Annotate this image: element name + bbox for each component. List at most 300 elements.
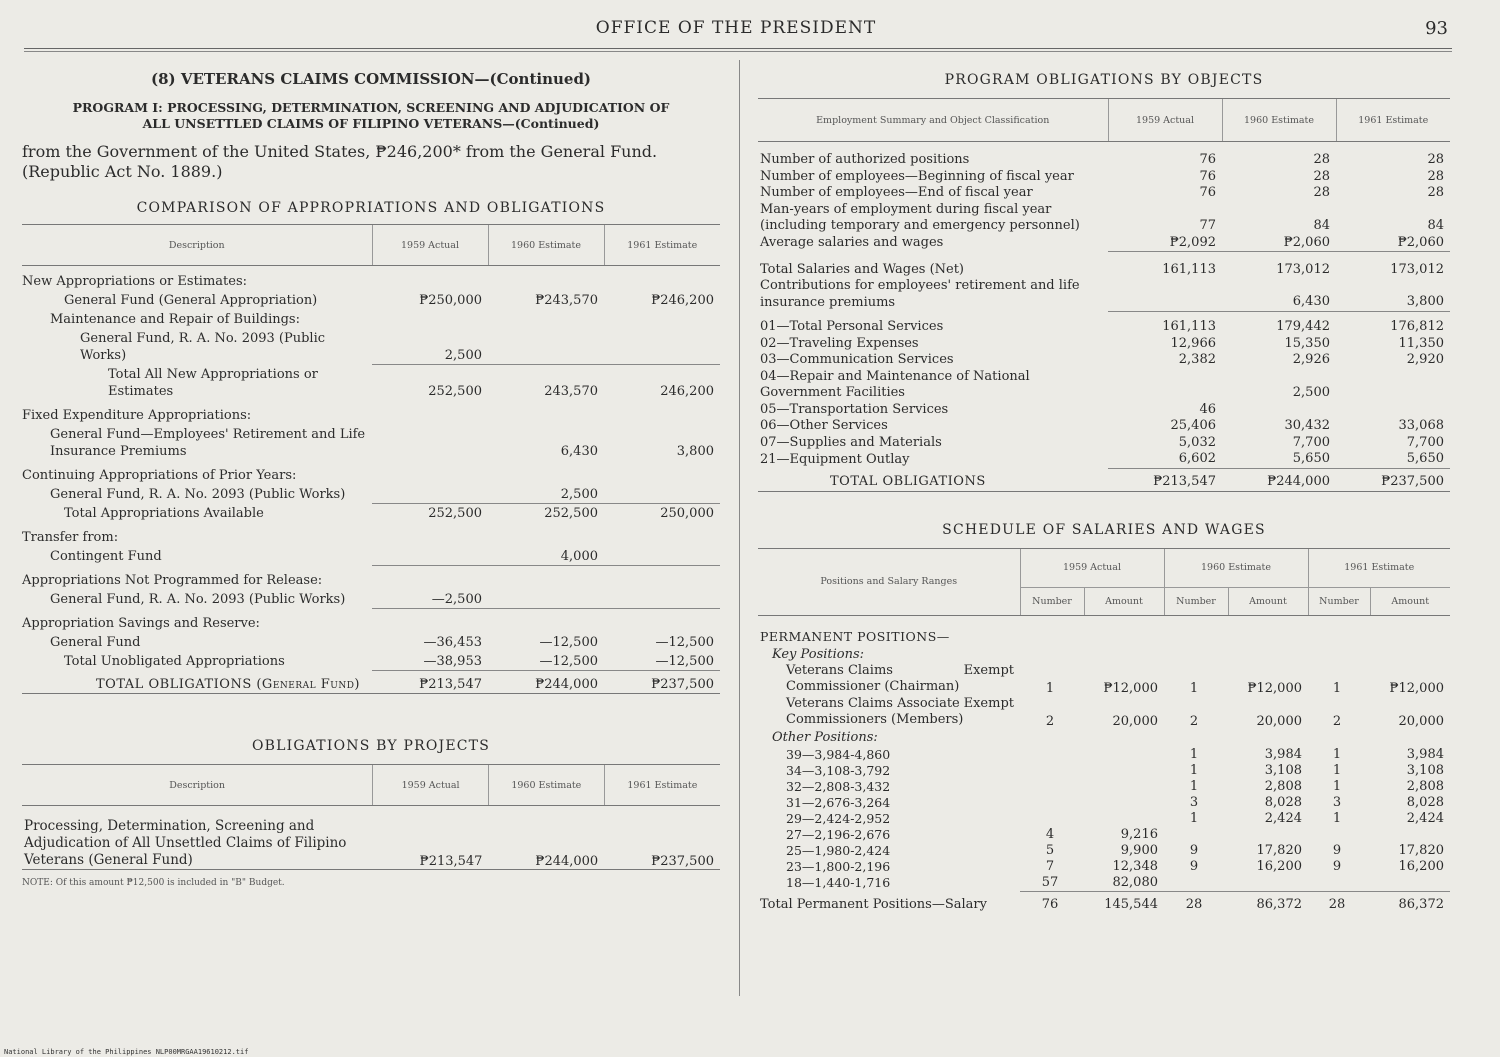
comparison-value-1960: —12,500 xyxy=(539,635,598,650)
number-cell: 1 xyxy=(1189,680,1199,696)
comparison-value-1960: ₱243,570 xyxy=(535,293,598,308)
salary-range: 31—2,676-3,264 xyxy=(786,794,891,810)
objects-table xyxy=(758,98,1450,496)
projects-1961: ₱237,500 xyxy=(651,854,714,869)
comparison-value-1960: 2,500 xyxy=(488,484,604,503)
objects-value-1961: 33,068 xyxy=(1398,418,1444,433)
comparison-row xyxy=(22,424,720,460)
scan-footer: National Library of the Philippines NLP00MRGAA19610212.tif xyxy=(4,1048,249,1056)
comparison-value-1960 xyxy=(488,565,604,589)
program-title-line-1: PROGRAM I: PROCESSING, DETERMINATION, SCREENING AND ADJUDICATION OF xyxy=(72,100,670,115)
objects-value-1961: 11,350 xyxy=(1398,335,1444,351)
rule xyxy=(758,491,1450,496)
number-cell: 76 xyxy=(1041,897,1059,912)
header-description: Description xyxy=(22,225,372,266)
comparison-value-1960: —12,500 xyxy=(488,651,604,670)
objects-row-label: Number of authorized positions xyxy=(760,152,970,167)
header-amount-1960: Amount xyxy=(1228,587,1308,615)
comparison-value-1960: 243,570 xyxy=(544,384,598,399)
amount-cell: 9,900 xyxy=(1120,842,1158,858)
amount-cell xyxy=(1370,827,1450,843)
number-cell: 28 xyxy=(1328,897,1346,912)
header-1960: 1960 Estimate xyxy=(1164,548,1308,587)
comparison-value-1959: —2,500 xyxy=(372,589,488,608)
objects-value-1959: 46 xyxy=(1199,401,1216,417)
comparison-row xyxy=(22,670,720,694)
objects-row-label: 03—Communication Services xyxy=(760,352,954,367)
comparison-value-1960: 6,430 xyxy=(560,444,598,459)
comparison-row xyxy=(22,565,720,589)
number-cell: 1 xyxy=(1332,746,1342,762)
number-cell: 1 xyxy=(1189,762,1199,778)
objects-row xyxy=(758,418,1450,435)
amount-cell: 16,200 xyxy=(1256,858,1302,874)
objects-value-1961 xyxy=(1336,369,1450,402)
objects-value-1959: ₱213,547 xyxy=(1153,474,1216,489)
objects-row xyxy=(758,336,1450,353)
number-cell xyxy=(1164,827,1228,843)
comparison-value-1961 xyxy=(604,484,720,503)
comparison-value-1961: ₱246,200 xyxy=(651,293,714,308)
objects-title: PROGRAM OBLIGATIONS BY OBJECTS xyxy=(944,72,1264,88)
header-1961: 1961 Estimate xyxy=(1308,548,1450,587)
intro-paragraph: from the Government of the United States, ₱246,200* from the General Fund. (Republic Act No. 1889.) xyxy=(22,142,658,181)
comparison-row-label: TOTAL OBLIGATIONS (General Fund) xyxy=(96,677,360,692)
objects-value-1960: 28 xyxy=(1313,152,1330,167)
other-position-row xyxy=(758,859,1450,875)
comparison-body xyxy=(22,266,720,699)
permanent-positions-label: PERMANENT POSITIONS— xyxy=(760,628,950,644)
comparison-row-label: General Fund, R. A. No. 2093 (Public Works) xyxy=(50,487,346,502)
amount-cell xyxy=(1084,763,1164,779)
comparison-value-1961: 246,200 xyxy=(660,384,714,399)
amount-cell: 3,108 xyxy=(1264,762,1302,778)
comparison-value-1960: 4,000 xyxy=(488,546,604,565)
header-classification: Employment Summary and Object Classification xyxy=(758,99,1108,142)
comparison-row-label: General Fund, R. A. No. 2093 (Public Works) xyxy=(80,331,326,363)
objects-value-1959: 5,032 xyxy=(1178,434,1216,450)
objects-row-label: Total Salaries and Wages (Net) xyxy=(760,261,965,277)
salary-range: 27—2,196-2,676 xyxy=(786,826,891,842)
objects-value-1960: 28 xyxy=(1313,185,1330,200)
number-cell: 57 xyxy=(1020,875,1084,892)
comparison-value-1959 xyxy=(372,546,488,565)
header-1961: 1961 Estimate xyxy=(1336,99,1450,142)
objects-value-1961: 3,800 xyxy=(1336,278,1450,311)
salaries-header-row-1 xyxy=(758,548,1450,587)
comparison-row-label: Fixed Expenditure Appropriations: xyxy=(22,408,252,423)
objects-value-1959: 77 xyxy=(1199,218,1216,233)
number-cell: 2 xyxy=(1332,713,1342,729)
objects-row-label: 04—Repair and Maintenance of National Government Facilities xyxy=(760,368,1030,400)
section-title: (8) VETERANS CLAIMS COMMISSION—(Continued) xyxy=(150,70,592,88)
comparison-row-label: General Fund (General Appropriation) xyxy=(64,293,318,308)
comparison-value-1959: 252,500 xyxy=(428,384,482,399)
comparison-row xyxy=(22,328,720,364)
objects-value-1961 xyxy=(1336,402,1450,419)
exempt-label: Exempt xyxy=(963,662,1014,678)
objects-value-1959: 76 xyxy=(1199,185,1216,200)
number-cell xyxy=(1020,795,1084,811)
header-description: Description xyxy=(22,765,373,806)
number-cell xyxy=(1020,779,1084,795)
objects-value-1959: 6,602 xyxy=(1108,451,1222,468)
objects-row xyxy=(758,451,1450,468)
permanent-positions-label-row xyxy=(758,615,1450,646)
header-rule xyxy=(24,48,1452,49)
program-title xyxy=(22,100,720,132)
objects-body xyxy=(758,142,1450,496)
comparison-title: COMPARISON OF APPROPRIATIONS AND OBLIGATIONS xyxy=(136,200,606,216)
objects-row xyxy=(758,468,1450,491)
comparison-value-1961 xyxy=(604,608,720,632)
amount-cell: 8,028 xyxy=(1264,794,1302,810)
header-1960: 1960 Estimate xyxy=(1222,99,1336,142)
other-position-row xyxy=(758,763,1450,779)
comparison-row xyxy=(22,364,720,400)
header-number-1959: Number xyxy=(1020,587,1084,615)
objects-row xyxy=(758,402,1450,419)
comparison-value-1959 xyxy=(372,522,488,546)
objects-value-1961: ₱237,500 xyxy=(1381,474,1444,489)
comparison-row xyxy=(22,546,720,565)
objects-row xyxy=(758,142,1450,169)
objects-row xyxy=(758,435,1450,452)
other-position-row xyxy=(758,811,1450,827)
number-cell xyxy=(1308,875,1370,892)
objects-value-1960: 7,700 xyxy=(1292,434,1330,450)
objects-value-1960: 5,650 xyxy=(1222,451,1336,468)
comparison-row xyxy=(22,608,720,632)
other-position-row xyxy=(758,747,1450,763)
header-1961: 1961 Estimate xyxy=(604,225,720,266)
objects-value-1959 xyxy=(1108,278,1222,311)
salaries-title: SCHEDULE OF SALARIES AND WAGES xyxy=(942,521,1266,538)
comparison-row xyxy=(22,460,720,484)
key-positions-label-row xyxy=(758,646,1450,663)
number-cell: 1 xyxy=(1189,746,1199,762)
column-divider xyxy=(739,60,740,996)
comparison-row-label: Appropriations Not Programmed for Release: xyxy=(22,573,323,588)
objects-value-1961: 84 xyxy=(1427,218,1444,233)
objects-value-1959: 76 xyxy=(1199,152,1216,167)
comparison-value-1961 xyxy=(604,565,720,589)
amount-cell: 17,820 xyxy=(1398,842,1444,858)
comparison-value-1959 xyxy=(372,460,488,484)
comparison-value-1961 xyxy=(604,400,720,424)
comparison-value-1959: 252,500 xyxy=(428,506,482,521)
amount-cell xyxy=(1084,811,1164,827)
objects-row-label: Average salaries and wages xyxy=(760,235,944,250)
comparison-row-label: Total All New Appropriations or Estimates xyxy=(108,367,318,399)
objects-row xyxy=(758,278,1450,311)
comparison-value-1959: —38,953 xyxy=(372,651,488,670)
amount-cell: 9,216 xyxy=(1120,826,1158,842)
number-cell xyxy=(1020,763,1084,779)
amount-cell: 86,372 xyxy=(1256,897,1302,912)
comparison-value-1961 xyxy=(604,328,720,364)
page-header xyxy=(0,18,1500,44)
other-positions-label: Other Positions: xyxy=(772,729,878,745)
number-cell: 3 xyxy=(1189,794,1199,810)
number-cell: 1 xyxy=(1332,810,1342,826)
header-1959: 1959 Actual xyxy=(1108,99,1222,142)
page-number: 93 xyxy=(1425,18,1448,39)
comparison-row-label: Transfer from: xyxy=(22,530,119,545)
key-position-label xyxy=(758,663,1020,696)
comparison-row xyxy=(22,290,720,309)
objects-row-label: Man-years of employment during fiscal year (including temporary and emergency personnel) xyxy=(760,201,1080,233)
header-1960: 1960 Estimate xyxy=(488,765,604,806)
objects-value-1959: 12,966 xyxy=(1170,335,1216,351)
amount-cell: 16,200 xyxy=(1398,858,1444,874)
number-cell: 9 xyxy=(1332,842,1342,858)
comparison-value-1960 xyxy=(488,328,604,364)
amount-cell: 20,000 xyxy=(1256,713,1302,729)
running-head: OFFICE OF THE PRESIDENT xyxy=(595,18,877,38)
comparison-value-1960 xyxy=(488,400,604,424)
key-position-row xyxy=(758,663,1450,696)
comparison-value-1959 xyxy=(372,484,488,503)
objects-value-1961: 7,700 xyxy=(1406,434,1444,450)
number-cell xyxy=(1020,747,1084,763)
objects-row-label: 01—Total Personal Services xyxy=(760,319,944,334)
amount-cell: 2,808 xyxy=(1264,778,1302,794)
header-number-1961: Number xyxy=(1308,587,1370,615)
key-position-name: Veterans Claims Commissioner (Chairman) xyxy=(786,662,960,694)
other-position-row xyxy=(758,795,1450,811)
key-position-label xyxy=(758,696,1020,729)
program-title-line-2: ALL UNSETTLED CLAIMS OF FILIPINO VETERANS—(Continued) xyxy=(142,116,600,131)
comparison-value-1959: ₱213,547 xyxy=(419,677,482,692)
number-cell: 1 xyxy=(1332,778,1342,794)
amount-cell: 17,820 xyxy=(1256,842,1302,858)
number-cell: 5 xyxy=(1045,842,1055,858)
objects-row-label: 21—Equipment Outlay xyxy=(760,451,910,467)
objects-row-label: 06—Other Services xyxy=(760,418,888,433)
comparison-row-label: Contingent Fund xyxy=(50,549,162,564)
header-1960: 1960 Estimate xyxy=(488,225,604,266)
number-cell: 2 xyxy=(1045,713,1055,729)
number-cell: 2 xyxy=(1189,713,1199,729)
rule xyxy=(22,694,720,699)
comparison-value-1959 xyxy=(372,565,488,589)
salaries-body xyxy=(758,615,1450,912)
comparison-row-label: General Fund, R. A. No. 2093 (Public Works) xyxy=(50,592,346,607)
number-cell xyxy=(1308,827,1370,843)
projects-header-row xyxy=(22,765,720,806)
amount-cell xyxy=(1228,875,1308,892)
other-position-row xyxy=(758,875,1450,892)
amount-cell: 20,000 xyxy=(1398,713,1444,729)
comparison-value-1960 xyxy=(488,522,604,546)
projects-1959: ₱213,547 xyxy=(419,854,483,869)
comparison-value-1959: ₱250,000 xyxy=(419,293,482,308)
objects-value-1960: 84 xyxy=(1313,218,1330,233)
salary-range: 23—1,800-2,196 xyxy=(786,858,891,874)
number-cell: 1 xyxy=(1189,810,1199,826)
objects-value-1959: ₱2,092 xyxy=(1108,235,1222,252)
objects-value-1959: 25,406 xyxy=(1170,418,1216,433)
objects-row xyxy=(758,311,1450,336)
amount-cell: 2,424 xyxy=(1264,810,1302,826)
comparison-value-1961 xyxy=(604,589,720,608)
comparison-row-label: Total Unobligated Appropriations xyxy=(64,654,285,669)
number-cell: 4 xyxy=(1045,826,1055,842)
header-rule-double xyxy=(24,51,1452,52)
comparison-row-label: Continuing Appropriations of Prior Years: xyxy=(22,468,297,483)
number-cell xyxy=(1164,875,1228,892)
comparison-row-label: Appropriation Savings and Reserve: xyxy=(22,616,260,631)
comparison-row xyxy=(22,400,720,424)
comparison-row xyxy=(22,651,720,670)
comparison-row xyxy=(22,632,720,651)
salary-range: 18—1,440-1,716 xyxy=(786,875,891,890)
header-1959: 1959 Actual xyxy=(373,765,489,806)
number-cell: 3 xyxy=(1332,794,1342,810)
comparison-value-1959: 2,500 xyxy=(372,328,488,364)
number-cell xyxy=(1020,811,1084,827)
amount-cell: 20,000 xyxy=(1112,713,1158,729)
objects-row xyxy=(758,235,1450,252)
comparison-value-1960: ₱244,000 xyxy=(535,677,598,692)
comparison-row-label: General Fund—Employees' Retirement and Life Insurance Premiums xyxy=(50,427,366,459)
header-1959: 1959 Actual xyxy=(1020,548,1164,587)
number-cell: 1 xyxy=(1189,778,1199,794)
objects-row-label: 05—Transportation Services xyxy=(760,401,949,417)
salary-range: 25—1,980-2,424 xyxy=(786,842,891,858)
projects-title: OBLIGATIONS BY PROJECTS xyxy=(251,738,490,754)
number-cell: 28 xyxy=(1185,897,1203,912)
header-amount-1959: Amount xyxy=(1084,587,1164,615)
objects-value-1961: 28 xyxy=(1427,185,1444,200)
exempt-label: Exempt xyxy=(963,695,1014,711)
comparison-value-1960 xyxy=(488,309,604,328)
comparison-value-1960 xyxy=(488,589,604,608)
header-number-1960: Number xyxy=(1164,587,1228,615)
objects-row-label: 02—Traveling Expenses xyxy=(760,335,919,351)
objects-value-1959 xyxy=(1108,369,1222,402)
projects-table xyxy=(22,764,720,872)
comparison-value-1959 xyxy=(372,424,488,460)
comparison-value-1960: 252,500 xyxy=(544,506,598,521)
comparison-value-1961 xyxy=(604,522,720,546)
comparison-row xyxy=(22,589,720,608)
objects-value-1960: 2,926 xyxy=(1292,352,1330,367)
projects-row-label: Processing, Determination, Screening and Adjudication of All Unsettled Claims of Filipino Veterans (General Fund) xyxy=(24,818,347,868)
objects-row xyxy=(758,202,1450,235)
amount-cell: 12,348 xyxy=(1112,858,1158,874)
comparison-value-1961 xyxy=(604,460,720,484)
objects-value-1961: 28 xyxy=(1427,168,1444,184)
header-amount-1961: Amount xyxy=(1370,587,1450,615)
salaries-table xyxy=(758,548,1450,913)
key-position-row xyxy=(758,696,1450,729)
objects-value-1961: 5,650 xyxy=(1336,451,1450,468)
comparison-value-1959: —36,453 xyxy=(423,635,482,650)
comparison-value-1961: —12,500 xyxy=(604,651,720,670)
comparison-value-1959 xyxy=(372,309,488,328)
salary-range: 32—2,808-3,432 xyxy=(786,778,891,794)
amount-cell: 3,984 xyxy=(1406,746,1444,762)
comparison-row-label: General Fund xyxy=(50,635,141,650)
amount-cell xyxy=(1084,779,1164,795)
comparison-row xyxy=(22,503,720,522)
comparison-value-1961: 3,800 xyxy=(676,444,714,459)
number-cell: 9 xyxy=(1332,858,1342,874)
total-salary-row xyxy=(758,891,1450,912)
objects-value-1960 xyxy=(1222,402,1336,419)
other-position-row xyxy=(758,843,1450,859)
other-position-row xyxy=(758,827,1450,843)
objects-row-label: Contributions for employees' retirement and life insurance premiums xyxy=(760,278,1080,310)
comparison-bottom-rule xyxy=(22,694,720,699)
amount-cell: 2,808 xyxy=(1406,778,1444,794)
amount-cell xyxy=(1370,875,1450,892)
objects-value-1960: 2,500 xyxy=(1292,385,1330,400)
objects-row-label: TOTAL OBLIGATIONS xyxy=(830,474,986,489)
number-cell: 9 xyxy=(1189,858,1199,874)
other-positions-label-row xyxy=(758,729,1450,747)
amount-cell: ₱12,000 xyxy=(1103,680,1158,696)
comparison-row xyxy=(22,484,720,503)
comparison-row xyxy=(22,266,720,291)
comparison-value-1961: —12,500 xyxy=(655,635,714,650)
projects-1960: ₱244,000 xyxy=(535,854,599,869)
amount-cell: 2,424 xyxy=(1406,810,1444,826)
comparison-value-1961: ₱237,500 xyxy=(651,677,714,692)
comparison-value-1960 xyxy=(488,266,604,291)
objects-value-1960: 173,012 xyxy=(1276,261,1330,277)
objects-value-1960: 30,432 xyxy=(1284,418,1330,433)
comparison-value-1960 xyxy=(488,608,604,632)
objects-bottom-rule xyxy=(758,491,1450,496)
comparison-table xyxy=(22,224,720,698)
salary-range: 34—3,108-3,792 xyxy=(786,762,891,778)
comparison-row xyxy=(22,522,720,546)
projects-row xyxy=(22,806,720,870)
comparison-value-1961 xyxy=(604,546,720,565)
comparison-value-1961: 250,000 xyxy=(660,506,714,521)
header-positions: Positions and Salary Ranges xyxy=(758,548,1020,615)
objects-row-label: Number of employees—End of fiscal year xyxy=(760,185,1033,200)
number-cell: 1 xyxy=(1332,762,1342,778)
amount-cell: ₱12,000 xyxy=(1247,680,1302,696)
key-position-name: Veterans Claims Associate Commissioners (Members) xyxy=(786,695,964,727)
objects-row-label: Number of employees—Beginning of fiscal year xyxy=(760,168,1074,184)
salary-range: 39—3,984-4,860 xyxy=(786,746,891,762)
comparison-value-1960 xyxy=(488,460,604,484)
objects-row xyxy=(758,352,1450,369)
objects-value-1959: 161,113 xyxy=(1162,261,1216,277)
number-cell: 1 xyxy=(1045,680,1055,696)
objects-value-1960: 6,430 xyxy=(1222,278,1336,311)
amount-cell: 145,544 xyxy=(1104,897,1158,912)
comparison-value-1959 xyxy=(372,400,488,424)
comparison-row-label: Maintenance and Repair of Buildings: xyxy=(50,312,300,327)
objects-value-1960: 15,350 xyxy=(1284,335,1330,351)
comparison-header-row xyxy=(22,225,720,266)
right-column xyxy=(758,62,1450,912)
amount-cell: 8,028 xyxy=(1406,794,1444,810)
objects-value-1959: 76 xyxy=(1199,168,1216,184)
objects-value-1961: 2,920 xyxy=(1406,352,1444,367)
comparison-value-1959 xyxy=(372,266,488,291)
objects-value-1959: 2,382 xyxy=(1178,352,1216,367)
objects-value-1960: ₱244,000 xyxy=(1267,474,1330,489)
comparison-row xyxy=(22,309,720,328)
amount-cell xyxy=(1228,827,1308,843)
